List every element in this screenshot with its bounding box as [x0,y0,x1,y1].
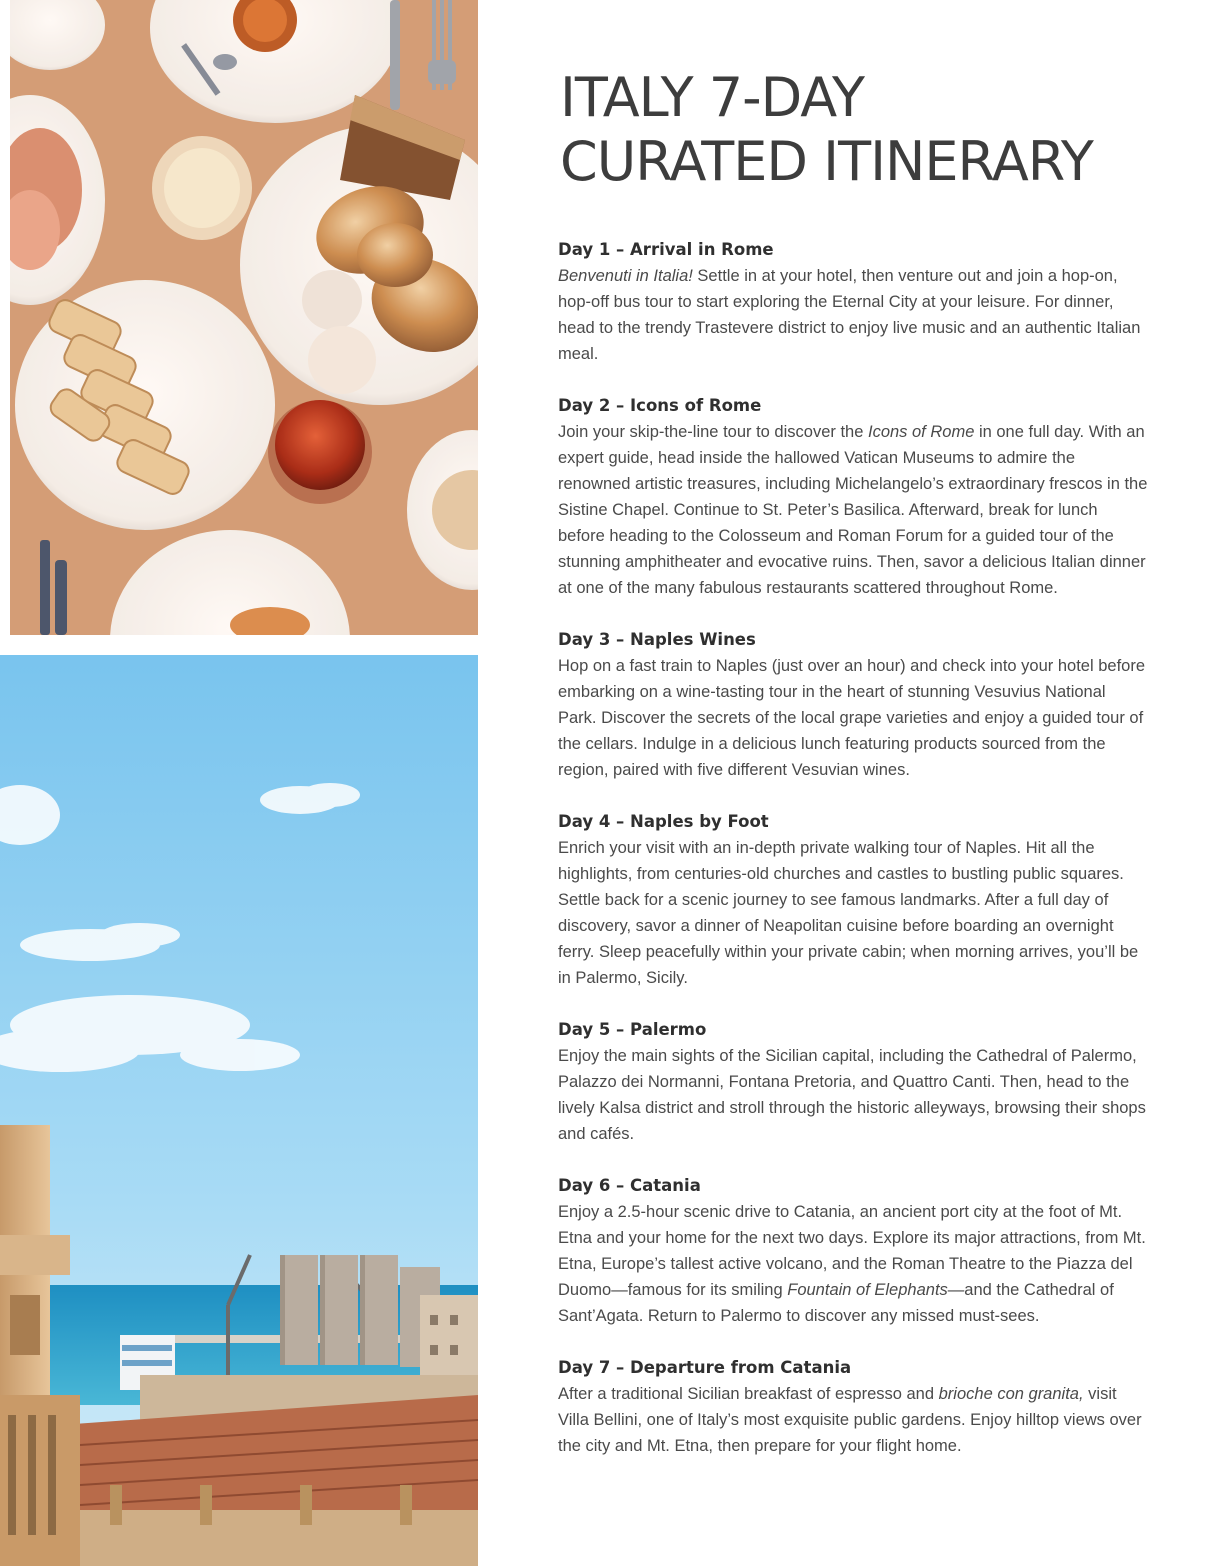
description-text: in one full day. With an expert guide, head inside the hallowed Vatican Museums to admire the renowned artistic treasures, including Michelangelo’s extraordinary frescos in the Sistine Chapel. Continue to St. Peter’s Basilica. Afterward, break for lunch before heading to the Colosseum and Roman Forum for a guided tour of the stunning amphitheater and evocative ruins. Then, savor a delicious Italian dinner at one of the many fabulous restaurants scattered throughout Rome. [558,423,1148,597]
day-description [558,1199,1148,1329]
itinerary [558,237,1148,1485]
day-3 [558,627,1148,783]
day-description: Hop on a fast train to Naples (just over an hour) and check into your hotel before embarking on a wine-tasting tour in the heart of stunning Vesuvius National Park. Discover the secrets of the local grape varieties and enjoy a guided tour of the cellars. Indulge in a delicious lunch featuring products sourced from the region, paired with five different Vesuvian wines. [558,657,1145,779]
page-title [560,66,1180,194]
day-6 [558,1173,1148,1329]
italic-phrase: brioche con granita, [938,1385,1084,1403]
italic-phrase: Benvenuti in Italia! [558,267,693,285]
description-text: —and the Cathedral of Sant’Agata. Return to Palermo to discover any missed must-sees. [558,1281,1114,1325]
sicilian-harbor-photo [0,655,478,1566]
description-text: Join your skip-the-line tour to discover the [558,423,868,441]
day-heading: Day 5 – Palermo [558,1020,707,1039]
day-heading: Day 6 – Catania [558,1176,701,1195]
day-description: Enjoy the main sights of the Sicilian capital, including the Cathedral of Palermo, Palazzo dei Normanni, Fontana Pretoria, and Quattro Canti. Then, head to the lively Kalsa district and stroll through the historic alleyways, browsing their shops and cafés. [558,1047,1146,1143]
day-2 [558,393,1148,601]
description-text: After a traditional Sicilian breakfast of espresso and [558,1385,939,1403]
italic-phrase: Fountain of Elephants [787,1281,948,1299]
day-heading: Day 7 – Departure from Catania [558,1358,852,1377]
day-4 [558,809,1148,991]
day-description [558,263,1148,367]
harbor-illustration [0,655,478,1566]
day-description [558,419,1148,601]
day-heading: Day 2 – Icons of Rome [558,396,762,415]
description-text: visit Villa Bellini, one of Italy’s most exquisite public gardens. Enjoy hilltop views over the city and Mt. Etna, then prepare for your flight home. [558,1385,1142,1455]
italic-phrase: Icons of Rome [867,423,975,441]
day-5 [558,1017,1148,1147]
title-line-2: CURATED ITINERARY [560,130,1093,193]
day-description [558,1381,1148,1459]
description-text: Enjoy a 2.5-hour scenic drive to Catania, an ancient port city at the foot of Mt. Etna and your home for the next two days. Explore its major attractions, from Mt. Etna, Europe’s tallest active volcano, and the Roman Theatre to the Piazza del Duomo—famous for its smiling [558,1203,1146,1299]
day-description: Enrich your visit with an in-depth private walking tour of Naples. Hit all the highlights, from centuries-old churches and castles to bustling public squares. Settle back for a scenic journey to see famous landmarks. After a full day of discovery, savor a dinner of Neapolitan cuisine before boarding an overnight ferry. Sleep peacefully within your private cabin; when morning arrives, you’ll be in Palermo, Sicily. [558,839,1139,987]
title-line-1: ITALY 7-DAY [560,66,864,129]
day-heading: Day 4 – Naples by Foot [558,812,769,831]
breakfast-table-photo [10,0,478,635]
description-text: Settle in at your hotel, then venture out and join a hop-on, hop-off bus tour to start exploring the Eternal City at your leisure. For dinner, head to the trendy Trastevere district to enjoy live music and an authentic Italian meal. [558,267,1141,363]
day-heading: Day 1 – Arrival in Rome [558,240,774,259]
breakfast-table-illustration [10,0,478,635]
day-1 [558,237,1148,367]
day-heading: Day 3 – Naples Wines [558,630,756,649]
day-7 [558,1355,1148,1459]
